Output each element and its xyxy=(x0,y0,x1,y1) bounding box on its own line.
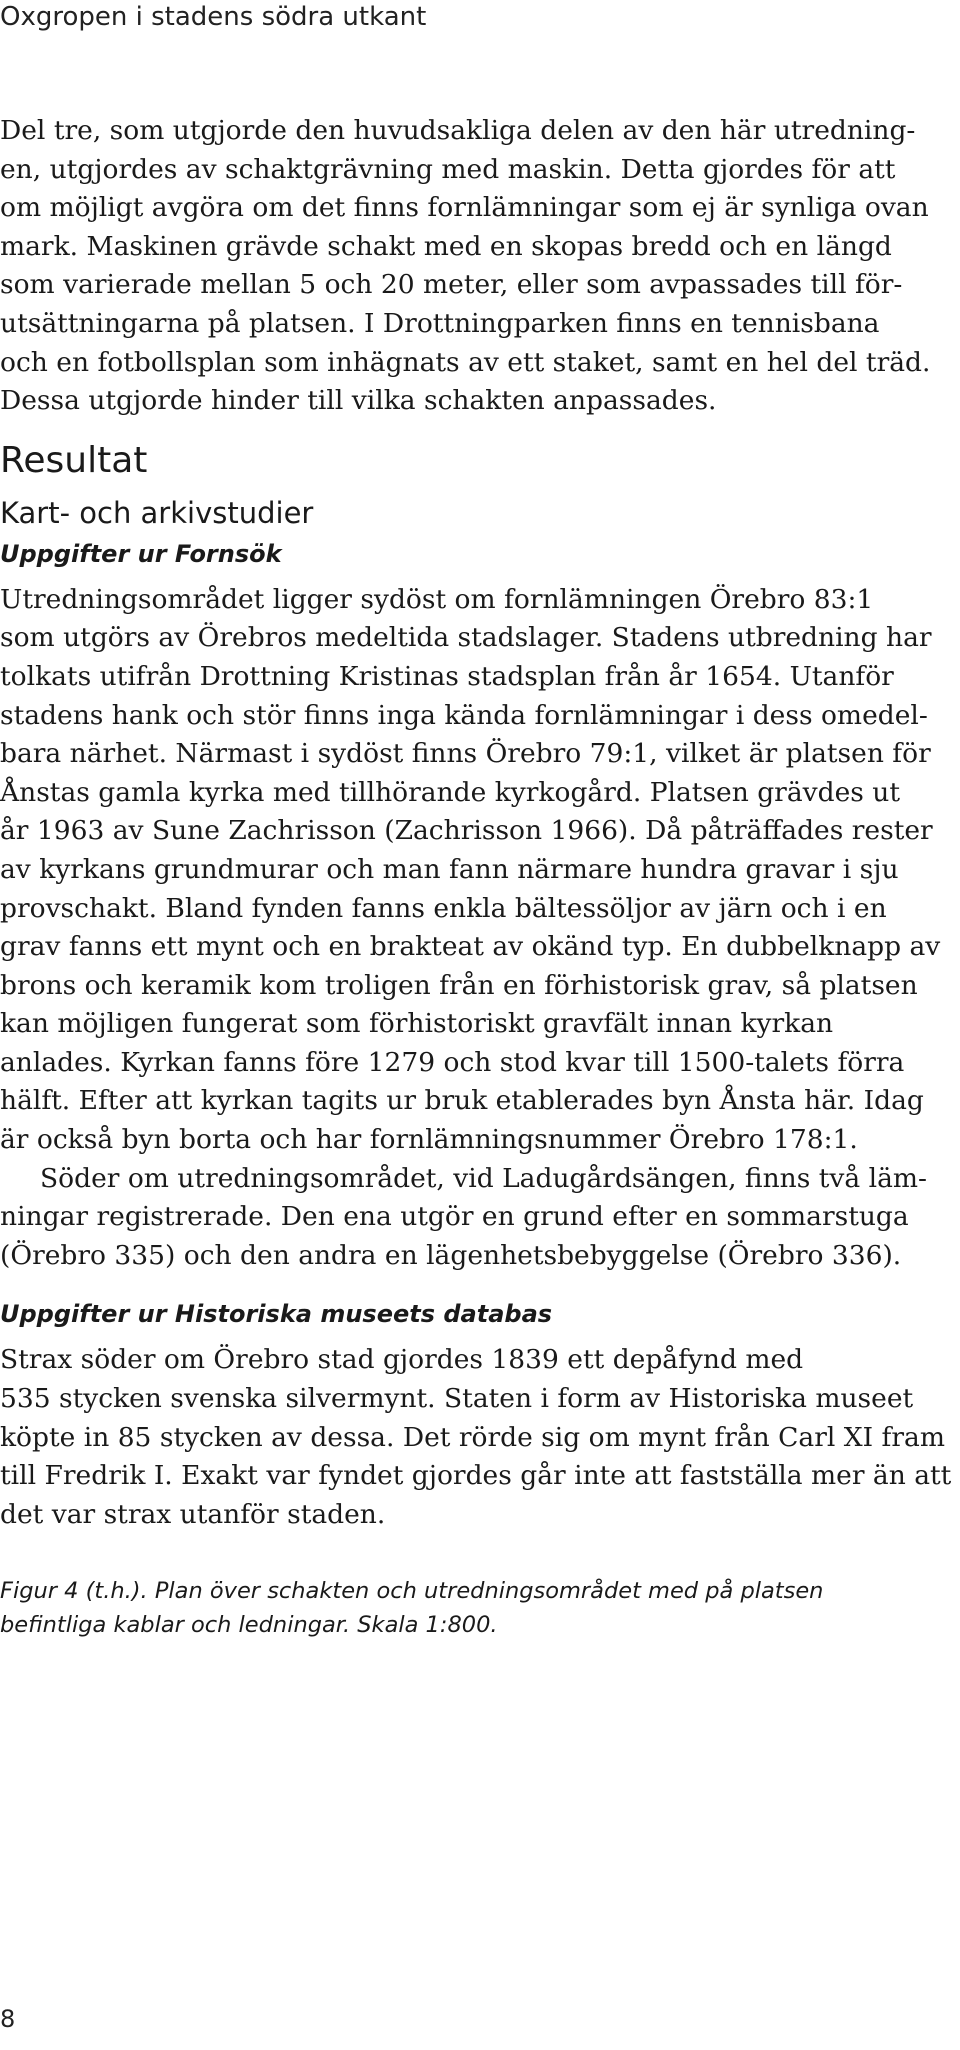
paragraph-line: grav fanns ett mynt och en brakteat av okänd typ. En dubbelknapp av xyxy=(0,931,941,963)
paragraph-line: om möjligt avgöra om det finns fornlämningar som ej är synliga ovan xyxy=(0,192,929,224)
paragraph-line: tolkats utifrån Drottning Kristinas stadsplan från år 1654. Utanför xyxy=(0,660,894,692)
page-number: 8 xyxy=(0,2005,16,2033)
paragraph-line: utsättningarna på platsen. I Drottningparken finns en tennisbana xyxy=(0,307,880,339)
paragraph-line: mark. Maskinen grävde schakt med en skopas bredd och en längd xyxy=(0,230,892,262)
paragraph-line: Ånstas gamla kyrka med tillhörande kyrkogård. Platsen grävdes ut xyxy=(0,776,901,808)
paragraph-line: Strax söder om Örebro stad gjordes 1839 ett depåfynd med xyxy=(0,1344,804,1376)
caption-line: Figur 4 (t.h.). Plan över schakten och utredningsområdet med på platsen xyxy=(0,1578,824,1605)
fornsok-paragraph-2 xyxy=(0,1160,960,1276)
paragraph-line: som varierade mellan 5 och 20 meter, eller som avpassades till för- xyxy=(0,269,903,301)
running-head: Oxgropen i stadens södra utkant xyxy=(0,2,427,32)
paragraph-line: ningar registrerade. Den ena utgör en grund efter en sommarstuga xyxy=(0,1201,909,1233)
section-heading-resultat: Resultat xyxy=(0,439,148,481)
paragraph-line: köpte in 85 stycken av dessa. Det rörde sig om mynt från Carl XI fram xyxy=(0,1421,945,1453)
paragraph-line: (Örebro 335) och den andra en lägenhetsbebyggelse (Örebro 336). xyxy=(0,1239,902,1271)
paragraph-line: 535 stycken svenska silvermynt. Staten i form av Historiska museet xyxy=(0,1383,914,1415)
paragraph-line: hälft. Efter att kyrkan tagits ur bruk etablerades byn Ånsta här. Idag xyxy=(0,1085,924,1117)
paragraph-line: Dessa utgjorde hinder till vilka schakten anpassades. xyxy=(0,385,717,417)
historiska-paragraph xyxy=(0,1341,960,1534)
paragraph-line: en, utgjordes av schaktgrävning med maskin. Detta gjordes för att xyxy=(0,153,896,185)
paragraph-line: år 1963 av Sune Zachrisson (Zachrisson 1966). Då påträffades rester xyxy=(0,815,933,847)
caption-line: befintliga kablar och ledningar. Skala 1:800. xyxy=(0,1612,498,1639)
paragraph-line: av kyrkans grundmurar och man fann närmare hundra gravar i sju xyxy=(0,853,899,885)
paragraph-line: till Fredrik I. Exakt var fyndet gjordes går inte att fastställa mer än att xyxy=(0,1460,952,1492)
heading-historiska-museet: Uppgifter ur Historiska museets databas xyxy=(0,1300,553,1329)
intro-paragraph xyxy=(0,112,960,421)
paragraph-line: anlades. Kyrkan fanns före 1279 och stod kvar till 1500-talets förra xyxy=(0,1046,905,1078)
paragraph-line: stadens hank och stör finns inga kända fornlämningar i dess omedel- xyxy=(0,699,928,731)
paragraph-line: kan möjligen fungerat som förhistoriskt gravfält innan kyrkan xyxy=(0,1008,834,1040)
paragraph-line: och en fotbollsplan som inhägnats av ett staket, samt en hel del träd. xyxy=(0,346,931,378)
paragraph-line: provschakt. Bland fynden fanns enkla bältessöljor av järn och i en xyxy=(0,892,887,924)
paragraph-line: bara närhet. Närmast i sydöst finns Örebro 79:1, vilket är platsen för xyxy=(0,738,931,770)
paragraph-line: Utredningsområdet ligger sydöst om fornlämningen Örebro 83:1 xyxy=(0,583,874,615)
paragraph-line: är också byn borta och har fornlämningsnummer Örebro 178:1. xyxy=(0,1124,858,1156)
subsection-heading-arkivstudier: Kart- och arkivstudier xyxy=(0,495,314,530)
paragraph-line: Söder om utredningsområdet, vid Ladugårdsängen, finns två läm- xyxy=(40,1162,927,1194)
fornsok-paragraph-1 xyxy=(0,581,960,1160)
paragraph-line: det var strax utanför staden. xyxy=(0,1498,386,1530)
paragraph-line: brons och keramik kom troligen från en förhistorisk grav, så platsen xyxy=(0,969,918,1001)
heading-fornsok: Uppgifter ur Fornsök xyxy=(0,539,282,568)
page-content xyxy=(0,112,960,1642)
figure-caption xyxy=(0,1574,960,1642)
paragraph-line: Del tre, som utgjorde den huvudsakliga delen av den här utredning- xyxy=(0,115,916,146)
paragraph-line: som utgörs av Örebros medeltida stadslager. Stadens utbredning har xyxy=(0,622,932,654)
